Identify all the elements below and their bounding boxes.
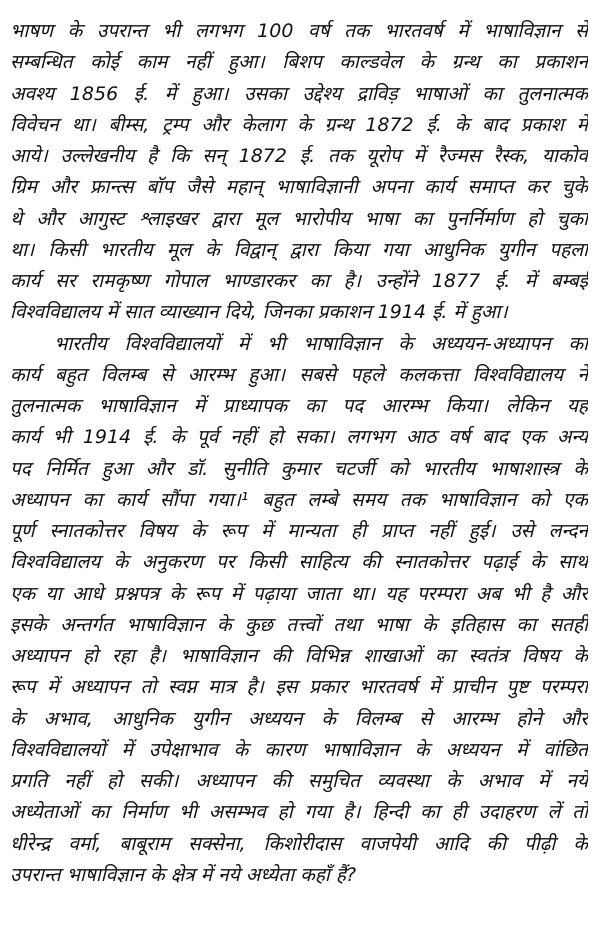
text-line: विश्वविद्यालय के अनुकरण पर किसी साहित्य की स्नातकोत्तर पढ़ाई के साथ xyxy=(10,551,588,574)
text-line: भाषण के उपरान्त भी लगभग 100 वर्ष तक भारतवर्ष में भाषाविज्ञान से xyxy=(10,20,588,42)
text-line: प्रगति नहीं हो सकी। अध्यापन की समुचित व्यवस्था के अभाव में नये xyxy=(10,770,588,792)
text-line: रूप में अध्यापन तो स्वप्न मात्र है। इस प्रकार भारतवर्ष में प्राचीन पुष्ट परम्परा xyxy=(10,676,588,699)
paragraph xyxy=(10,329,588,892)
text-line: के अभाव, आधुनिक युगीन अध्ययन के विलम्ब से आरम्भ होने और xyxy=(10,707,588,730)
text-line: अध्यापन का कार्य सौंपा गया।¹ बहुत लम्बे समय तक भाषाविज्ञान को एक xyxy=(10,488,588,511)
paragraph xyxy=(10,16,588,329)
text-line: विवेचन था। बीम्स, ट्रम्प और केलाग के ग्रन्थ 1872 ई. के बाद प्रकाश में xyxy=(10,113,588,136)
text-line: विश्वविद्यालयों में उपेक्षाभाव के कारण भाषाविज्ञान के अध्ययन में वांछित xyxy=(10,738,588,761)
text-line: पूर्ण स्नातकोत्तर विषय के रूप में मान्यता ही प्राप्त नहीं हुई। उसे लन्दन xyxy=(10,520,588,542)
text-line: कार्य सर रामकृष्ण गोपाल भाण्डारकर का है। उन्होंने 1877 ई. में बम्बई xyxy=(10,270,588,292)
text-line: सम्बन्धित कोई काम नहीं हुआ। बिशप काल्डवेल के ग्रन्थ का प्रकाशन xyxy=(10,51,588,74)
text-line: था। किसी भारतीय मूल के विद्वान् द्वारा किया गया आधुनिक युगीन पहला xyxy=(10,238,588,261)
document-page xyxy=(10,16,588,891)
text-line: इसके अन्तर्गत भाषाविज्ञान के कुछ तत्त्वों तथा भाषा के इतिहास का सतही xyxy=(10,613,588,636)
text-line: उपरान्त भाषाविज्ञान के क्षेत्र में नये अध्येता कहाँ हैं? xyxy=(10,863,357,886)
text-line: पद निर्मित हुआ और डॉ. सुनीति कुमार चटर्जी को भारतीय भाषाशास्त्र के xyxy=(10,457,588,480)
text-line: विश्वविद्यालय में सात व्याख्यान दिये, जिनका प्रकाशन 1914 ई. में हुआ। xyxy=(10,301,508,324)
text-line: आये। उल्लेखनीय है कि सन् 1872 ई. तक यूरोप में रैज्मस रैस्क, याकोव xyxy=(10,145,588,167)
text-line: भारतीय विश्वविद्यालयों में भी भाषाविज्ञान के अध्ययन-अध्यापन का xyxy=(54,332,588,355)
text-line: धीरेन्द्र वर्मा, बाबूराम सक्सेना, किशोरीदास वाजपेयी आदि की पीढ़ी के xyxy=(10,832,588,855)
text-line: कार्य बहुत विलम्ब से आरम्भ हुआ। सबसे पहले कलकत्ता विश्वविद्यालय ने xyxy=(10,363,588,386)
text-line: थे और आगुस्ट श्लाइखर द्वारा मूल भारोपीय भाषा का पुनर्निर्माण हो चुका xyxy=(10,207,588,230)
text-line: ग्रिम और फ्रान्त्स बॉप जैसे महान् भाषाविज्ञानी अपना कार्य समाप्त कर चुके xyxy=(10,176,588,199)
text-line: अवश्य 1856 ई. में हुआ। उसका उद्देश्य द्राविड़ भाषाओं का तुलनात्मक xyxy=(10,82,588,105)
text-line: एक या आधे प्रश्नपत्र के रूप में पढ़ाया जाता था। यह परम्परा अब भी है और xyxy=(10,582,588,605)
text-line: अध्येताओं का निर्माण भी असम्भव हो गया है। हिन्दी का ही उदाहरण लें तो xyxy=(10,801,588,824)
text-line: कार्य भी 1914 ई. के पूर्व नहीं हो सका। लगभग आठ वर्ष बाद एक अन्य xyxy=(10,426,588,449)
text-line: तुलनात्मक भाषाविज्ञान में प्राध्यापक का पद आरम्भ किया। लेकिन यह xyxy=(10,395,588,417)
text-line: अध्यापन हो रहा है। भाषाविज्ञान की विभिन्न शाखाओं का स्वतंत्र विषय के xyxy=(10,645,588,667)
